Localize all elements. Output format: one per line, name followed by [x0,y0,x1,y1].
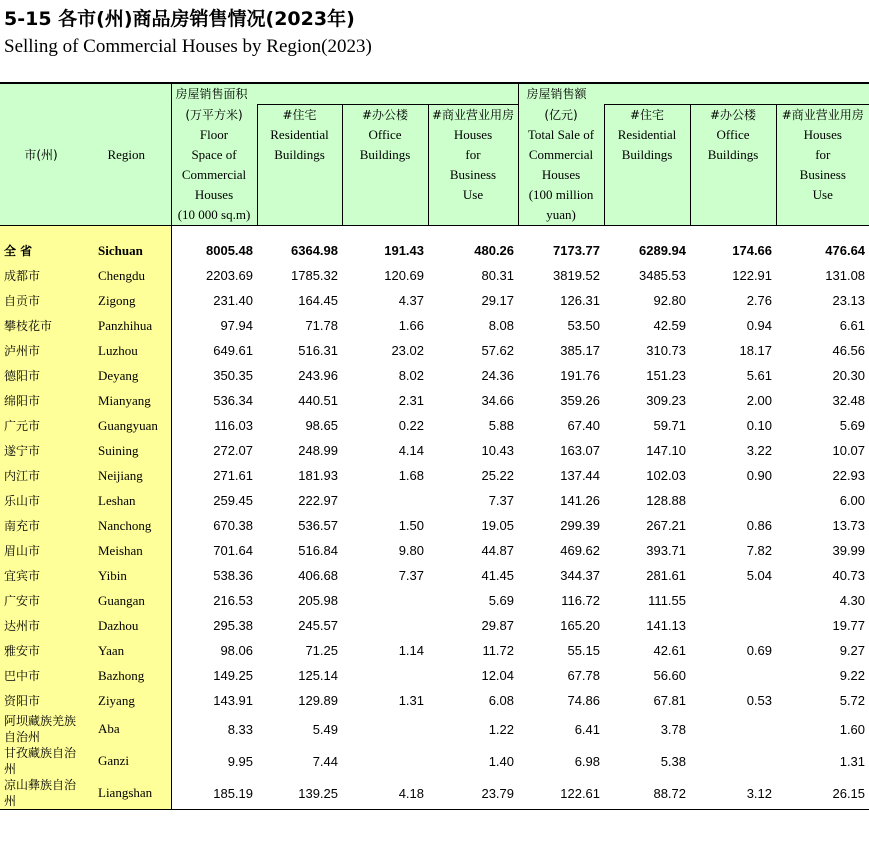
area-office-cell: 191.43 [384,243,424,258]
header-area-total-l3: Commercial [181,166,247,182]
table-row [0,438,869,463]
sale-business-cell: 6.00 [839,493,866,508]
spacer-cell-en [82,226,171,239]
header-residential-l2: Buildings [274,147,325,162]
region-cn-cell: 广元市 [0,413,82,438]
table-title-en: Selling of Commercial Houses by Region(2023) [4,36,372,57]
sale-office-cell [690,588,776,613]
sale-residential-cell: 6289.94 [639,243,687,258]
table-row [0,663,869,688]
area-office-cell: 1.50 [398,518,424,533]
table-row [0,777,869,810]
header-sale-unit: (亿元) [544,107,578,122]
sale-business-cell: 4.30 [839,593,866,608]
sale-business-cell: 1.60 [839,721,866,737]
sale-total-cell: 116.72 [561,593,601,608]
header-office-l2: Buildings [359,147,411,162]
area-business-cell: 10.43 [481,443,515,458]
header-area-office [342,105,428,226]
table-row [0,238,869,263]
area-business-cell: 1.40 [488,753,515,769]
sale-business-cell: 46.56 [832,343,866,358]
region-en-cell: Liangshan [82,777,171,810]
sale-residential-cell: 147.10 [646,443,687,458]
header-area-group: 房屋销售面积 [171,83,518,105]
area-office-cell: 1.68 [398,468,424,483]
area-office-cell: 8.02 [398,368,424,383]
sale-office-cell: 0.69 [746,643,773,658]
area-total-cell: 216.53 [213,593,253,608]
sale-residential-cell: 141.13 [646,618,687,633]
area-business-cell: 19.05 [481,518,515,533]
sale-total-cell: 122.61 [518,777,604,810]
sale-total-cell: 299.39 [560,518,601,533]
sale-business-cell: 22.93 [832,468,866,483]
sale-residential-cell: 42.61 [653,643,687,658]
header-sale-business [776,105,869,226]
table-row [0,263,869,288]
area-office-cell: 2.31 [398,393,424,408]
area-business-cell: 44.87 [481,543,515,558]
area-total-cell: 259.45 [213,493,253,508]
header-business-l3: Business [449,167,497,182]
area-total-cell: 8.33 [227,721,253,737]
sale-total-cell: 67.40 [567,418,601,433]
sale-residential-cell: 309.23 [646,393,687,408]
area-total-cell: 8005.48 [206,243,253,258]
header-area-business [428,105,518,226]
header-sale-residential-cn: #住宅 [629,108,665,122]
sale-business-cell: 131.08 [825,268,866,283]
header-sale-office [690,105,776,226]
header-city-cn: 市(州) [0,83,82,226]
region-en-cell: Chengdu [82,263,171,288]
region-cn-cell: 攀枝花市 [0,313,82,338]
area-office-cell: 0.22 [398,418,424,433]
header-sale-total [518,105,604,226]
region-en-cell: Guangyuan [82,413,171,438]
table-body [0,226,869,810]
table-row [0,388,869,413]
region-cn-cell: 达州市 [0,613,82,638]
region-cn-cell: 宜宾市 [0,563,82,588]
sale-residential-cell: 42.59 [653,318,687,333]
sale-office-cell [690,745,776,777]
area-business-cell: 41.45 [481,568,515,583]
sale-business-cell: 23.13 [832,293,866,308]
area-total-cell: 2203.69 [206,268,253,283]
sale-total-cell: 6.98 [574,753,601,769]
sale-office-cell: 174.66 [732,243,773,258]
header-area-unit: (万平方米) [185,107,243,122]
area-residential-cell: 7.44 [312,753,338,769]
region-cn-cell: 广安市 [0,588,82,613]
region-en-cell: Sichuan [82,238,171,263]
sale-office-cell: 0.53 [746,693,773,708]
area-business-cell: 24.36 [481,368,515,383]
header-sale-office-cn: #办公楼 [709,108,757,122]
spacer-cell-cn [0,226,82,239]
region-cn-cell: 德阳市 [0,363,82,388]
region-cn-cell: 阿坝藏族羌族自治州 [0,713,82,745]
region-cn-cell: 南充市 [0,513,82,538]
area-office-cell: 9.80 [398,543,424,558]
sale-total-cell: 67.78 [567,668,601,683]
area-residential-cell: 164.45 [298,293,338,308]
area-office-cell [342,588,428,613]
header-sale-business-l2: for [815,147,831,162]
table-row [0,488,869,513]
area-total-cell: 649.61 [213,343,253,358]
table-row [0,338,869,363]
header-sale-total-l4: (100 million [528,186,594,202]
table-row [0,745,869,777]
sale-total-cell: 191.76 [560,368,601,383]
table-row [0,513,869,538]
header-sale-residential-l2: Buildings [621,147,673,162]
region-en-cell: Neijiang [82,463,171,488]
header-area-total-l5: (10 000 sq.m) [177,206,251,222]
sale-residential-cell: 267.21 [646,518,687,533]
header-business-l2: for [465,147,481,162]
area-residential-cell: 71.78 [305,318,338,333]
sale-residential-cell: 128.88 [646,493,687,508]
sale-total-cell: 74.86 [567,693,601,708]
sale-residential-cell: 281.61 [646,568,687,583]
area-residential-cell: 1785.32 [291,268,338,283]
region-en-cell: Guangan [82,588,171,613]
header-office-cn: #办公楼 [361,108,409,122]
table-row [0,638,869,663]
sale-total-cell: 141.26 [560,493,601,508]
sale-residential-cell: 151.23 [646,368,687,383]
sale-total-cell: 469.62 [560,543,601,558]
region-en-cell: Deyang [82,363,171,388]
area-total-cell: 116.03 [214,418,253,433]
area-total-cell: 271.61 [213,468,253,483]
area-office-cell: 120.69 [384,268,424,283]
sale-office-cell: 5.04 [746,568,773,583]
header-residential-l1: Residential [270,127,329,142]
area-total-cell: 97.94 [220,318,253,333]
region-en-cell: Yaan [82,638,171,663]
sale-office-cell: 0.10 [746,418,773,433]
region-en-cell: Nanchong [82,513,171,538]
sale-total-cell: 53.50 [567,318,601,333]
header-area-total-l2: Space of [191,146,237,162]
sale-business-cell: 5.69 [839,418,866,433]
header-office-l1: Office [368,127,402,142]
area-business-cell: 34.66 [481,393,515,408]
header-sale-business-l4: Use [812,187,833,202]
area-residential-cell: 6364.98 [291,243,338,258]
table-row [0,688,869,713]
region-cn-cell: 乐山市 [0,488,82,513]
sale-business-cell: 476.64 [825,243,866,258]
region-en-cell: Meishan [82,538,171,563]
sale-business-cell: 32.48 [832,393,866,408]
area-business-cell: 80.31 [481,268,515,283]
area-office-cell: 1.14 [398,643,424,658]
header-sale-total-l2: Commercial [528,146,594,162]
area-residential-cell: 205.98 [298,593,338,608]
table-row [0,613,869,638]
spacer-cell-data [171,226,869,239]
sale-business-cell: 9.27 [839,643,866,658]
region-cn-cell: 凉山彝族自治州 [0,777,82,810]
sale-residential-cell: 3485.53 [639,268,687,283]
sale-residential-cell: 5.38 [660,753,687,769]
header-business-cn: #商业营业用房 [431,108,515,122]
sale-business-cell: 1.31 [839,753,866,769]
area-total-cell: 272.07 [213,443,253,458]
area-office-cell [342,663,428,688]
table-row [0,538,869,563]
header-business-l1: Houses [453,127,493,142]
area-business-cell: 29.17 [481,293,515,308]
header-area-total-l4: Houses [194,186,234,202]
area-office-cell [342,488,428,513]
sale-residential-cell: 67.81 [653,693,687,708]
area-residential-cell: 71.25 [305,643,338,658]
sale-business-cell: 5.72 [839,693,866,708]
region-cn-cell: 眉山市 [0,538,82,563]
sale-business-cell: 6.61 [839,318,866,333]
table-row [0,713,869,745]
region-en-cell: Luzhou [82,338,171,363]
area-office-cell: 1.31 [398,693,424,708]
area-residential-cell: 125.14 [298,668,338,683]
header-sale-business-l1: Houses [803,127,842,142]
area-business-cell: 480.26 [474,243,515,258]
sale-office-cell [690,713,776,745]
area-business-cell: 1.22 [488,721,515,737]
sale-office-cell: 3.12 [690,777,776,810]
area-total-cell: 701.64 [213,543,253,558]
sale-total-cell: 3819.52 [553,268,601,283]
sale-office-cell: 18.17 [739,343,773,358]
sale-office-cell: 5.61 [746,368,773,383]
sale-total-cell: 55.15 [567,643,601,658]
header-sale-group: 房屋销售额 [518,83,869,105]
sale-office-cell: 122.91 [732,268,773,283]
region-cn-cell: 泸州市 [0,338,82,363]
area-business-cell: 5.69 [488,593,515,608]
header-sale-total-l1: Total Sale of [527,126,595,142]
area-residential-cell: 248.99 [298,443,338,458]
region-en-cell: Mianyang [82,388,171,413]
table-row [0,588,869,613]
area-total-cell: 231.40 [213,293,253,308]
sale-business-cell: 19.77 [832,618,866,633]
sale-residential-cell: 310.73 [646,343,687,358]
area-office-cell: 4.37 [398,293,424,308]
sale-residential-cell: 102.03 [646,468,687,483]
area-total-cell: 295.38 [213,618,253,633]
area-residential-cell: 139.25 [257,777,342,810]
sale-total-cell: 359.26 [560,393,601,408]
sale-office-cell: 7.82 [746,543,773,558]
sale-business-cell: 20.30 [832,368,866,383]
sale-office-cell: 2.76 [746,293,773,308]
sale-total-cell: 126.31 [560,293,601,308]
area-office-cell: 4.18 [342,777,428,810]
header-sale-residential [604,105,690,226]
area-total-cell: 143.91 [213,693,253,708]
region-en-cell: Panzhihua [82,313,171,338]
area-office-cell [342,613,428,638]
sale-office-cell [690,663,776,688]
region-en-cell: Bazhong [82,663,171,688]
sale-office-cell: 3.22 [746,443,773,458]
sale-business-cell: 9.22 [839,668,866,683]
region-cn-cell: 自贡市 [0,288,82,313]
area-residential-cell: 98.65 [305,418,338,433]
region-en-cell: Suining [82,438,171,463]
area-business-cell: 57.62 [481,343,515,358]
table-row [0,313,869,338]
region-en-cell: Aba [82,713,171,745]
table-row [0,363,869,388]
area-residential-cell: 406.68 [298,568,338,583]
region-cn-cell: 雅安市 [0,638,82,663]
area-total-cell: 538.36 [213,568,253,583]
region-en-cell: Zigong [82,288,171,313]
area-business-cell: 23.79 [428,777,518,810]
sale-total-cell: 137.44 [560,468,601,483]
region-cn-cell: 内江市 [0,463,82,488]
sale-business-cell: 39.99 [832,543,866,558]
area-business-cell: 7.37 [488,493,515,508]
header-sale-total-l3: Houses [541,166,581,182]
sale-business-cell: 40.73 [832,568,866,583]
sale-office-cell: 0.90 [746,468,773,483]
table-title-cn: 5-15 各市(州)商品房销售情况(2023年) [4,8,355,30]
area-business-cell: 11.72 [482,643,515,658]
sale-total-cell: 344.37 [560,568,601,583]
region-cn-cell: 全 省 [0,238,82,263]
header-sale-office-l1: Office [716,127,750,142]
area-business-cell: 25.22 [481,468,515,483]
area-residential-cell: 181.93 [298,468,338,483]
area-total-cell: 350.35 [213,368,253,383]
table-row [0,463,869,488]
sale-residential-cell: 393.71 [646,543,687,558]
header-sale-business-l3: Business [799,167,846,182]
area-total-cell: 670.38 [213,518,253,533]
area-total-cell: 536.34 [213,393,253,408]
region-cn-cell: 遂宁市 [0,438,82,463]
region-en-cell: Ziyang [82,688,171,713]
spacer-row [0,226,869,239]
area-business-cell: 5.88 [488,418,515,433]
sale-office-cell: 0.94 [746,318,773,333]
area-residential-cell: 5.49 [312,721,338,737]
area-office-cell: 7.37 [398,568,424,583]
sale-residential-cell: 56.60 [653,668,687,683]
header-sale-total-l5: yuan) [546,206,576,222]
header-business-l4: Use [462,187,484,202]
sale-total-cell: 7173.77 [553,243,601,258]
area-office-cell: 4.14 [398,443,424,458]
sale-office-cell [690,488,776,513]
header-area-total-l1: Floor [199,126,229,142]
area-business-cell: 6.08 [488,693,515,708]
sale-residential-cell: 111.55 [648,593,687,608]
sale-residential-cell: 92.80 [653,293,687,308]
region-cn-cell: 甘孜藏族自治州 [0,745,82,777]
sale-total-cell: 385.17 [560,343,601,358]
sales-table [0,82,869,810]
region-en-cell: Leshan [82,488,171,513]
area-business-cell: 12.04 [481,668,515,683]
region-cn-cell: 资阳市 [0,688,82,713]
area-office-cell [342,713,428,745]
sale-office-cell: 2.00 [746,393,773,408]
header-residential-cn: #住宅 [282,108,317,122]
area-office-cell: 1.66 [398,318,424,333]
area-residential-cell: 536.57 [298,518,338,533]
header-area-total [171,105,257,226]
region-cn-cell: 绵阳市 [0,388,82,413]
area-total-cell: 9.95 [227,753,253,769]
sale-residential-cell: 59.71 [653,418,687,433]
sale-business-cell: 10.07 [832,443,866,458]
region-en-cell: Dazhou [82,613,171,638]
area-residential-cell: 245.57 [298,618,338,633]
sale-total-cell: 165.20 [560,618,601,633]
area-residential-cell: 440.51 [298,393,338,408]
area-total-cell: 98.06 [220,643,253,658]
sale-total-cell: 163.07 [560,443,601,458]
header-area-residential [257,105,342,226]
region-cn-cell: 巴中市 [0,663,82,688]
area-business-cell: 29.87 [481,618,515,633]
sale-business-cell: 13.73 [832,518,866,533]
area-total-cell: 149.25 [213,668,253,683]
area-business-cell: 8.08 [488,318,515,333]
area-residential-cell: 516.84 [298,543,338,558]
table-row [0,563,869,588]
area-residential-cell: 516.31 [298,343,338,358]
table-row [0,288,869,313]
sale-residential-cell: 3.78 [660,721,687,737]
region-cn-cell: 成都市 [0,263,82,288]
sale-office-cell: 0.86 [746,518,773,533]
region-en-cell: Yibin [82,563,171,588]
area-total-cell: 185.19 [171,777,257,810]
area-office-cell: 23.02 [391,343,424,358]
area-residential-cell: 222.97 [298,493,338,508]
area-residential-cell: 129.89 [298,693,338,708]
area-residential-cell: 243.96 [298,368,338,383]
header-sale-office-l2: Buildings [707,147,759,162]
header-sale-business-cn: #商业营业用房 [781,108,864,122]
region-en-cell: Ganzi [82,745,171,777]
sale-business-cell: 26.15 [776,777,869,810]
header-region-en: Region [82,83,171,226]
sale-office-cell [690,613,776,638]
header-sale-residential-l1: Residential [617,127,677,142]
sale-total-cell: 6.41 [574,721,601,737]
sale-residential-cell: 88.72 [604,777,690,810]
area-office-cell [342,745,428,777]
table-row [0,413,869,438]
